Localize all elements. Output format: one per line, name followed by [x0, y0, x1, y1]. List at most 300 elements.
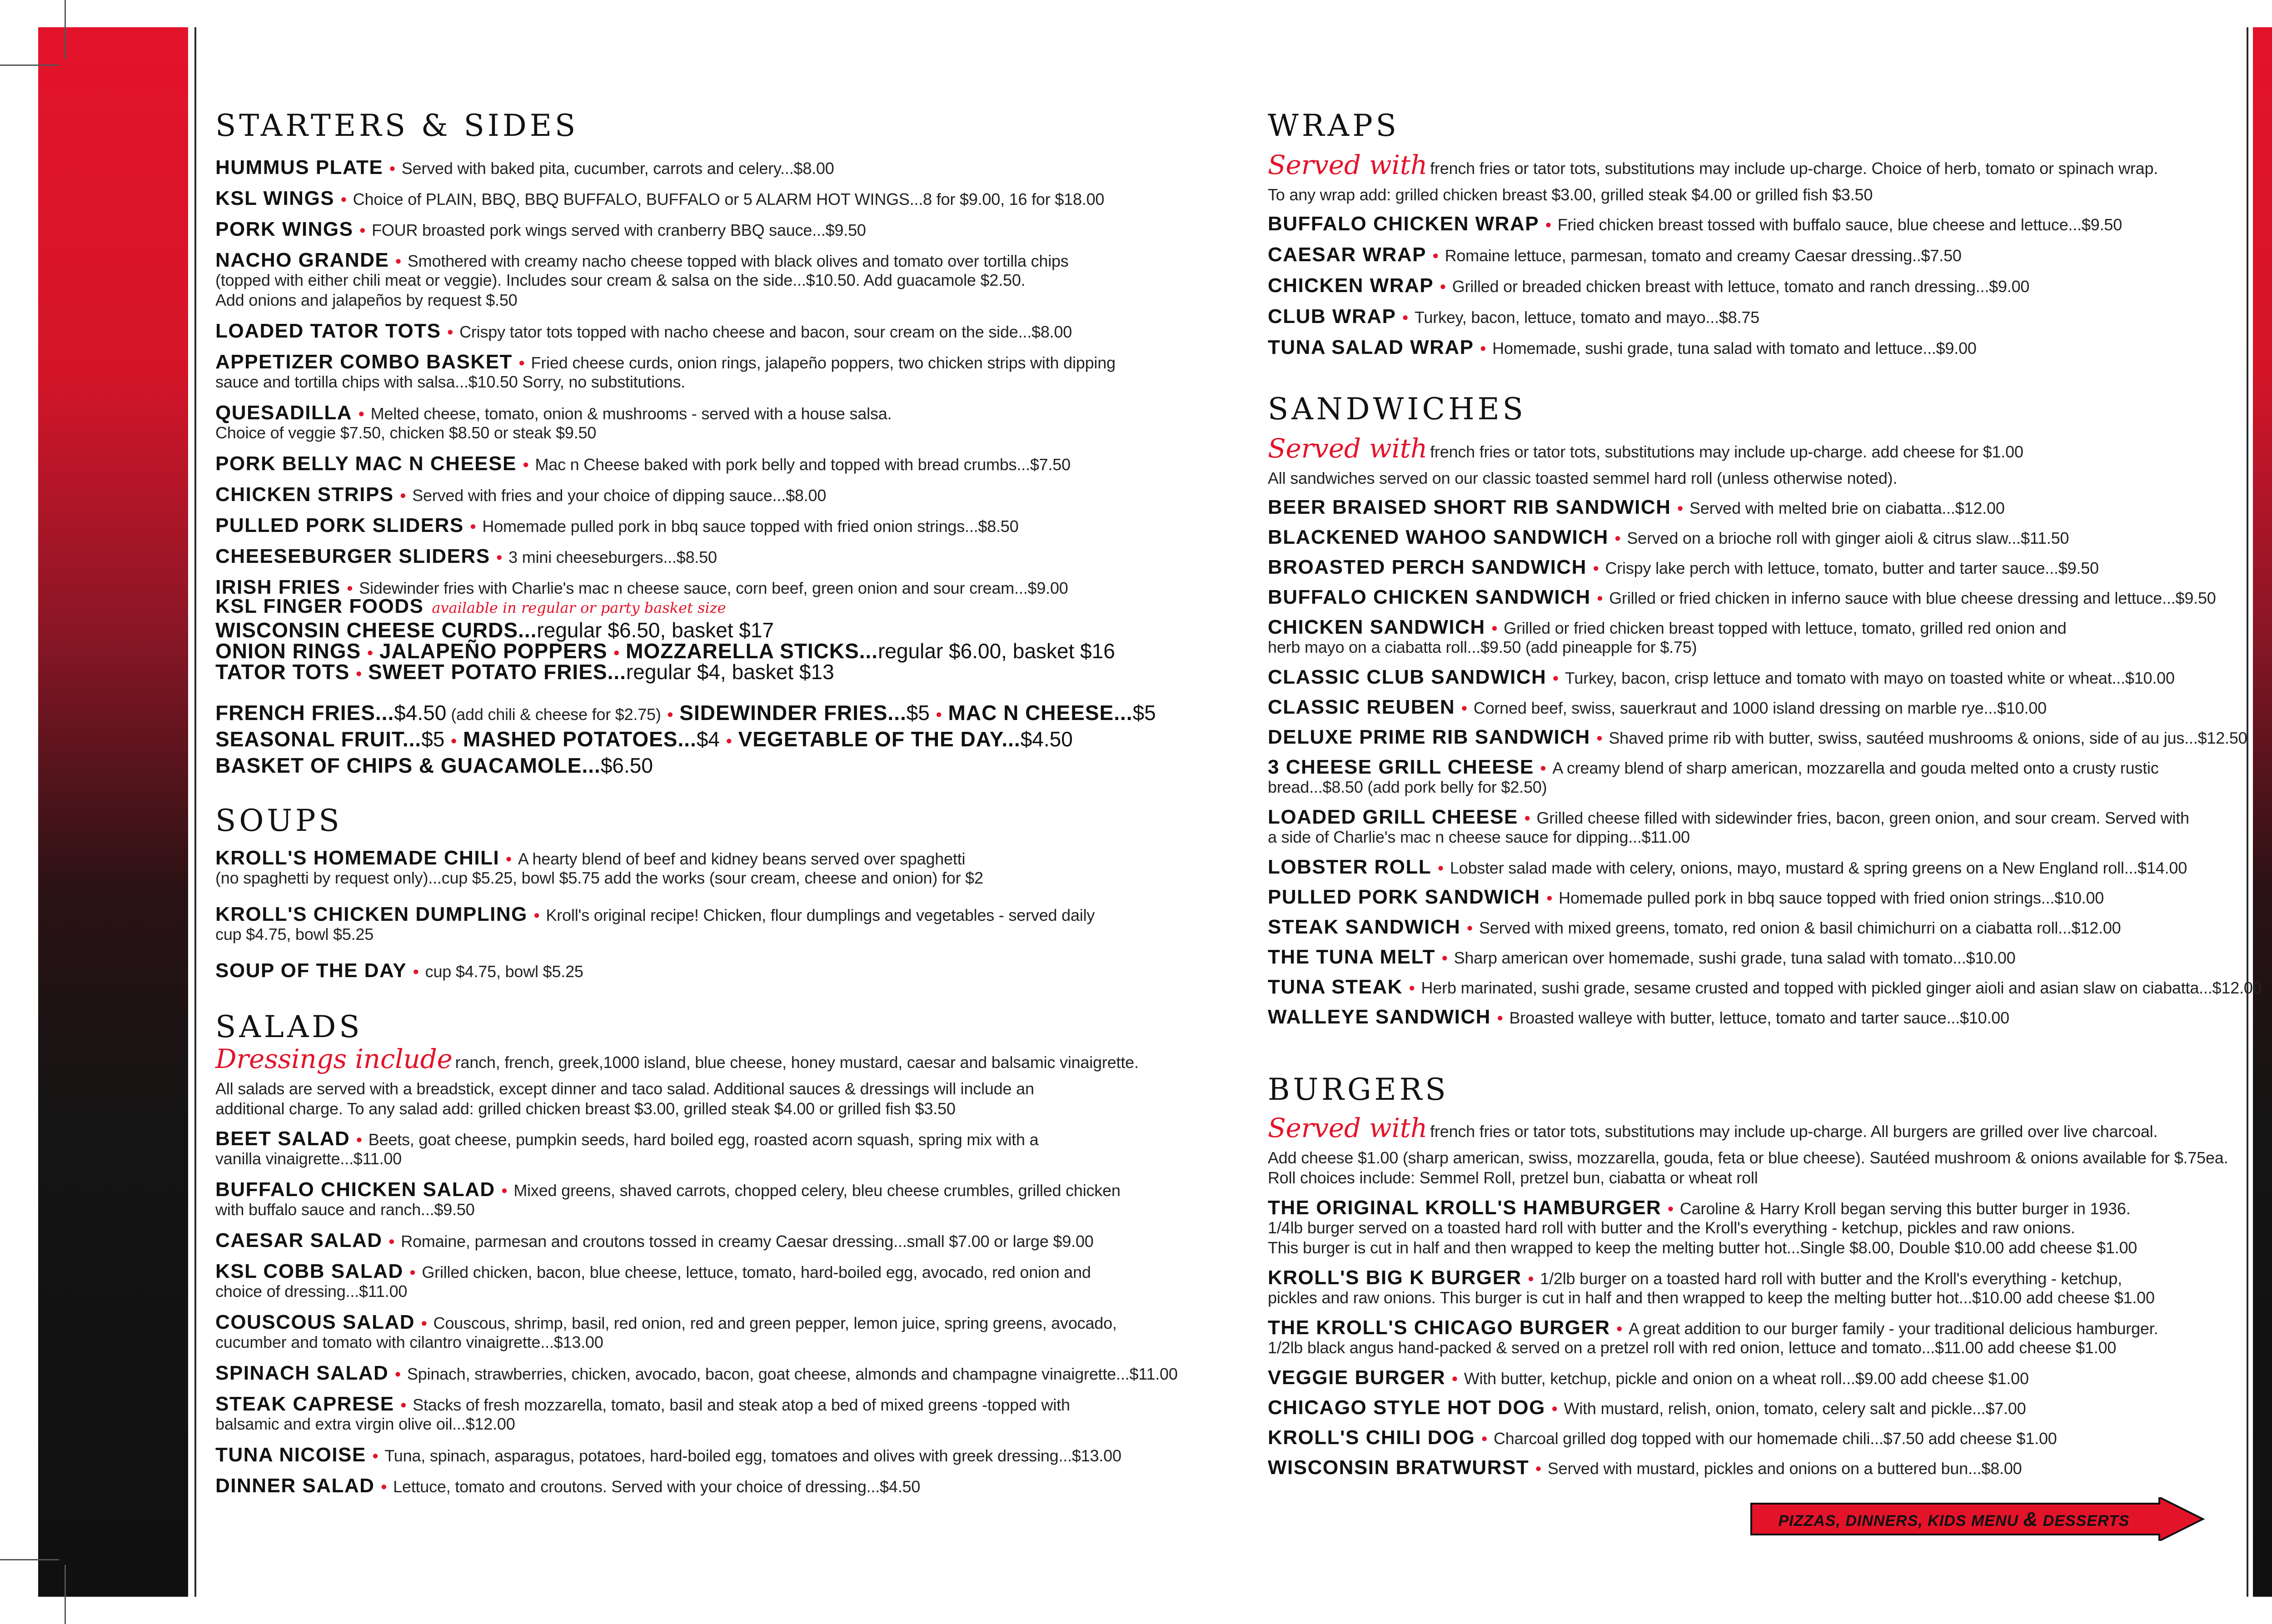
section-intro-text: french fries or tator tots, substitutions may include up-charge. All burgers are grilled over live charcoal. [1430, 1122, 2158, 1141]
side-price: $4.50 [394, 701, 447, 725]
section-intro-line [1268, 1167, 1758, 1188]
bullet-icon: • [347, 579, 353, 597]
menu-item [215, 157, 834, 179]
next-page-amp: & [2023, 1508, 2038, 1530]
menu-item [215, 960, 583, 982]
menu-item-desc: Melted cheese, tomato, onion & mushrooms - served with a house salsa. [370, 404, 892, 423]
menu-item-name: CHICKEN WRAP [1268, 274, 1434, 297]
bullet-icon: • [1452, 1369, 1458, 1388]
crop-mark [0, 65, 59, 66]
menu-item-name: PULLED PORK SANDWICH [1268, 886, 1540, 908]
bullet-icon: • [413, 962, 419, 981]
menu-item-name: THE TUNA MELT [1268, 946, 1436, 968]
menu-item-name: DELUXE PRIME RIB SANDWICH [1268, 726, 1590, 748]
bullet-icon: • [356, 1130, 362, 1149]
menu-item-desc-cont: (topped with either chili meat or veggie). Includes sour cream & salsa on the side...$10.50. Add guacamole $2.50. [215, 271, 1026, 289]
bullet-icon: • [1432, 246, 1439, 265]
menu-item-desc: Crispy tator tots topped with nacho cheese and bacon, sour cream on the side...$8.00 [459, 323, 1072, 341]
side-name: SEASONAL FRUIT... [215, 727, 422, 751]
bullet-icon: • [381, 1477, 387, 1496]
menu-item-name: CHICAGO STYLE HOT DOG [1268, 1396, 1545, 1419]
section-title-wraps: WRAPS [1268, 108, 1400, 143]
finger-food-name: ONION RINGS [215, 639, 361, 663]
menu-item [1268, 617, 2067, 639]
bullet-icon: • [1540, 759, 1546, 777]
menu-item [1268, 244, 1962, 266]
section-intro-text: Add cheese $1.00 (sharp american, swiss, mozzarella, gouda, feta or blue cheese). Sautéed mushroom & onions available for $.75ea. [1268, 1148, 2228, 1167]
right-gradient-band [2253, 27, 2272, 1597]
next-page-part: DINNERS, [1845, 1512, 1923, 1530]
menu-item-desc-cont: choice of dressing...$11.00 [215, 1282, 408, 1301]
menu-item-name: SPINACH SALAD [215, 1362, 389, 1384]
menu-item-desc: Served with baked pita, cucumber, carrots and celery...$8.00 [401, 159, 834, 178]
menu-item-desc-cont: Choice of veggie $7.50, chicken $8.50 or steak $9.50 [215, 423, 597, 442]
menu-item-name: CHEESEBURGER SLIDERS [215, 545, 490, 567]
crop-mark [65, 0, 66, 59]
finger-food-price: regular $6.50, basket $17 [537, 618, 774, 642]
menu-item [215, 515, 1019, 537]
section-intro-text: french fries or tator tots, substitutions may include up-charge. Choice of herb, tomato or spinach wrap. [1430, 159, 2158, 178]
side-price: $4.50 [1020, 727, 1073, 751]
menu-item-name: THE ORIGINAL KROLL'S HAMBURGER [1268, 1197, 1662, 1219]
menu-item [215, 1128, 1038, 1150]
menu-item-desc: Charcoal grilled dog topped with our homemade chili...$7.50 add cheese $1.00 [1494, 1429, 2057, 1448]
script-heading: Served with [1268, 433, 1428, 464]
menu-item-name: BROASTED PERCH SANDWICH [1268, 556, 1587, 578]
menu-item [1268, 757, 2159, 779]
menu-item [215, 484, 826, 506]
menu-item [1268, 857, 2187, 879]
menu-item [1268, 214, 2122, 235]
bullet-icon: • [372, 1446, 379, 1465]
menu-item-name: CHICKEN STRIPS [215, 483, 394, 506]
menu-item-desc: Romaine lettuce, parmesan, tomato and creamy Caesar dressing..$7.50 [1445, 246, 1962, 265]
bullet-icon: • [1491, 619, 1498, 637]
menu-item-desc: FOUR broasted pork wings served with cranberry BBQ sauce...$9.50 [372, 221, 866, 239]
finger-foods-heading [215, 596, 726, 618]
bullet-icon: • [400, 486, 406, 505]
bullet-icon: • [506, 849, 512, 868]
crop-mark [0, 1559, 59, 1560]
menu-item-name: LOBSTER ROLL [1268, 856, 1432, 878]
menu-item-desc-cont: vanilla vinaigrette...$11.00 [215, 1149, 402, 1168]
menu-item-desc: A great addition to our burger family - your traditional delicious hamburger. [1629, 1319, 2158, 1338]
menu-item [215, 321, 1072, 343]
bullet-icon: • [1553, 669, 1559, 687]
menu-item-desc: Lettuce, tomato and croutons. Served with your choice of dressing...$4.50 [393, 1477, 921, 1496]
section-title-salads: SALADS [215, 1009, 363, 1044]
menu-item-desc: Served with mixed greens, tomato, red onion & basil chimichurri on a ciabatta roll...$12.00 [1479, 919, 2121, 937]
bullet-icon: • [1461, 699, 1467, 717]
bullet-icon: • [496, 548, 503, 566]
menu-item-name: KROLL'S HOMEMADE CHILI [215, 847, 500, 869]
section-title-burgers: BURGERS [1268, 1072, 1449, 1107]
menu-item-desc-cont: sauce and tortilla chips with salsa...$10.50 Sorry, no substitutions. [215, 372, 686, 391]
sides-line-3 [215, 752, 653, 780]
bullet-icon: • [1402, 308, 1408, 327]
menu-item [1268, 275, 2029, 297]
script-heading: Served with [1268, 1112, 1428, 1143]
bullet-icon: • [1545, 215, 1551, 234]
bullet-icon: • [1438, 859, 1444, 877]
menu-item-name: CHICKEN SANDWICH [1268, 616, 1485, 638]
menu-item-desc: Shaved prime rib with butter, swiss, sautéed mushrooms & onions, side of au jus...$12.50 [1609, 729, 2247, 747]
menu-item-desc: A creamy blend of sharp american, mozzarella and gouda melted onto a crusty rustic [1552, 759, 2159, 777]
section-intro-line [1268, 184, 1873, 205]
menu-item [1268, 1267, 2122, 1289]
menu-item-desc-cont: with buffalo sauce and ranch...$9.50 [215, 1200, 475, 1219]
bullet-icon: • [359, 221, 366, 239]
menu-item-name: KROLL'S BIG K BURGER [1268, 1266, 1522, 1289]
menu-item-name: CAESAR WRAP [1268, 243, 1426, 266]
menu-item [215, 1312, 1117, 1334]
menu-item-desc: cup $4.75, bowl $5.25 [425, 962, 583, 981]
section-intro-text: All salads are served with a breadstick, except dinner and taco salad. Additional sauces & dressings will include an [215, 1079, 1034, 1098]
finger-foods-line-3: TATOR TOTS • SWEET POTATO FRIES...regular $4, basket $13 [215, 660, 834, 684]
side-price: $5 [1132, 701, 1156, 725]
menu-item-name: BLACKENED WAHOO SANDWICH [1268, 526, 1609, 548]
bullet-icon: • [1524, 809, 1530, 827]
finger-foods-title: KSL FINGER FOODS [215, 595, 424, 617]
side-note: (add chili & cheese for $2.75) [451, 705, 661, 724]
menu-item [1268, 557, 2099, 579]
bullet-icon: • [1546, 889, 1553, 907]
bullet-icon: • [389, 1232, 395, 1251]
menu-item-desc: Lobster salad made with celery, onions, mayo, mustard & spring greens on a New England roll...$14.00 [1450, 859, 2187, 877]
finger-food-name: SWEET POTATO FRIES... [368, 660, 626, 684]
menu-item-desc: Homemade pulled pork in bbq sauce topped with fried onion strings...$10.00 [1559, 889, 2104, 907]
section-intro-line [215, 1043, 1139, 1074]
bullet-icon: • [1668, 1199, 1674, 1218]
menu-item-desc: Kroll's original recipe! Chicken, flour dumplings and vegetables - served daily [546, 906, 1095, 924]
menu-item-desc: Couscous, shrimp, basil, red onion, red and green pepper, lemon juice, spring greens, avocado, [433, 1314, 1117, 1332]
menu-item-desc: Grilled chicken, bacon, blue cheese, lettuce, tomato, hard-boiled egg, avocado, red onion and [422, 1263, 1091, 1281]
menu-item-name: BUFFALO CHICKEN WRAP [1268, 213, 1540, 235]
menu-item [1268, 1367, 2029, 1389]
menu-item-desc-cont: a side of Charlie's mac n cheese sauce for dipping...$11.00 [1268, 828, 1690, 846]
menu-item-desc: Broasted walleye with butter, lettuce, tomato and tarter sauce...$10.00 [1509, 1008, 2009, 1027]
menu-item-name: CLUB WRAP [1268, 305, 1396, 328]
menu-item [1268, 306, 1759, 328]
menu-item [215, 546, 717, 568]
menu-item-desc: Mixed greens, shaved carrots, chopped celery, bleu cheese crumbles, grilled chicken [513, 1181, 1121, 1200]
menu-item-desc-cont: 1/2lb black angus hand-packed & served on a pretzel roll with red onion, lettuce and tomato...$11.00 add cheese $1.00 [1268, 1338, 2117, 1357]
menu-item-name: BEET SALAD [215, 1127, 350, 1150]
menu-item-name: LOADED TATOR TOTS [215, 320, 441, 342]
menu-item [215, 1179, 1121, 1201]
menu-item-name: PULLED PORK SLIDERS [215, 514, 464, 536]
section-intro-line [1268, 149, 2158, 180]
finger-food-price: regular $6.00, basket $16 [878, 639, 1115, 663]
bullet-icon: • [1614, 529, 1621, 547]
bullet-icon: • [1528, 1269, 1534, 1288]
menu-item-desc-cont: cup $4.75, bowl $5.25 [215, 925, 374, 944]
bullet-icon: • [1481, 1429, 1487, 1448]
bullet-icon: • [533, 906, 540, 924]
menu-item-name: TUNA STEAK [1268, 976, 1403, 998]
menu-item-desc: Grilled or fried chicken in inferno sauce with blue cheese dressing and lettuce...$9.50 [1609, 589, 2216, 607]
bullet-icon: • [523, 455, 529, 474]
menu-item [1268, 947, 2016, 968]
menu-item-desc-cont: bread...$8.50 (add pork belly for $2.50) [1268, 778, 1547, 796]
sides-line-1: FRENCH FRIES...$4.50 (add chili & cheese for $2.75) • SIDEWINDER FRIES...$5 • MAC N CHEESE...$5 [215, 701, 1156, 725]
section-intro-text: Roll choices include: Semmel Roll, pretzel bun, ciabatta or wheat roll [1268, 1168, 1758, 1187]
menu-item-desc: Grilled cheese filled with sidewinder fries, bacon, green onion, and sour cream. Served with [1536, 809, 2189, 827]
next-page-label[interactable] [1754, 1508, 2154, 1531]
script-heading: Served with [1268, 149, 1428, 180]
finger-food-name: WISCONSIN CHEESE CURDS... [215, 618, 537, 642]
menu-item [1268, 527, 2069, 549]
bullet-icon: • [1440, 277, 1446, 296]
menu-item-desc: Homemade pulled pork in bbq sauce topped with fried onion strings...$8.50 [482, 517, 1019, 536]
menu-item-desc: Herb marinated, sushi grade, sesame crusted and topped with pickled ginger aioli and asian slaw on ciabatta...$12.00 [1421, 978, 2262, 997]
next-page-part: DESSERTS [2043, 1512, 2130, 1530]
bullet-icon: • [389, 159, 395, 178]
menu-item-name: STEAK SANDWICH [1268, 916, 1461, 938]
menu-item-desc: Mac n Cheese baked with pork belly and topped with bread crumbs...$7.50 [535, 455, 1071, 474]
menu-item [1268, 1397, 2026, 1419]
menu-item [1268, 697, 2047, 719]
side-name: BASKET OF CHIPS & GUACAMOLE... [215, 754, 601, 777]
menu-item-name: KSL COBB SALAD [215, 1260, 404, 1282]
menu-item-desc: 1/2lb burger on a toasted hard roll with butter and the Kroll's everything - ketchup, [1540, 1269, 2122, 1288]
finger-food-name: TATOR TOTS [215, 660, 350, 684]
side-name: SIDEWINDER FRIES... [679, 701, 907, 725]
section-intro-line [215, 1098, 956, 1119]
crop-mark [65, 1565, 66, 1624]
menu-item [1268, 497, 2005, 519]
menu-item-desc: Romaine, parmesan and croutons tossed in creamy Caesar dressing...small $7.00 or large $9.00 [401, 1232, 1094, 1251]
menu-item-name: CLASSIC CLUB SANDWICH [1268, 666, 1547, 688]
finger-foods-line-2: ONION RINGS • JALAPEÑO POPPERS • MOZZARELLA STICKS...regular $6.00, basket $16 [215, 639, 1115, 663]
side-price: $5 [421, 727, 445, 751]
bullet-icon: • [1597, 589, 1603, 607]
side-price: $5 [906, 701, 930, 725]
next-page-part: PIZZAS, [1778, 1512, 1841, 1530]
section-intro-line [1268, 468, 1897, 489]
bullet-icon: • [1616, 1319, 1623, 1338]
section-intro-text: ranch, french, greek,1000 island, blue cheese, honey mustard, caesar and balsamic vinaigrette. [455, 1053, 1139, 1072]
bullet-icon: • [1442, 949, 1448, 967]
menu-item [215, 1363, 1178, 1385]
menu-item-desc: Sidewinder fries with Charlie's mac n cheese sauce, corn beef, green onion and sour cream...$9.00 [359, 579, 1068, 597]
menu-item-desc: Grilled or breaded chicken breast with lettuce, tomato and ranch dressing...$9.00 [1452, 277, 2030, 296]
menu-item-desc: Beets, goat cheese, pumpkin seeds, hard boiled egg, roasted acorn squash, spring mix with a [368, 1130, 1039, 1149]
menu-item [215, 848, 965, 869]
menu-item [215, 1445, 1121, 1466]
left-divider-rule [194, 27, 196, 1597]
menu-item-desc-cont: This burger is cut in half and then wrapped to keep the melting butter hot...Single $8.00, Double $10.00 add cheese $1.00 [1268, 1238, 2137, 1257]
menu-item-desc: Fried cheese curds, onion rings, jalapeño poppers, two chicken strips with dipping [531, 353, 1116, 372]
bullet-icon: • [400, 1396, 407, 1414]
menu-item-desc-cont: 1/4lb burger served on a toasted hard roll with butter and the Kroll's everything - ketchup, pickles and raw onions. [1268, 1218, 2075, 1237]
menu-item-desc: Fried chicken breast tossed with buffalo sauce, blue cheese and lettuce...$9.50 [1557, 215, 2123, 234]
menu-item-name: HUMMUS PLATE [215, 156, 384, 179]
bullet-icon: • [447, 323, 453, 341]
menu-item-desc: A hearty blend of beef and kidney beans served over spaghetti [518, 849, 966, 868]
menu-item-desc-cont: Add onions and jalapeños by request $.50 [215, 291, 518, 309]
menu-item [1268, 727, 2247, 749]
menu-item-desc: Homemade, sushi grade, tuna salad with tomato and lettuce...$9.00 [1492, 339, 1977, 358]
menu-item-desc: Choice of PLAIN, BBQ, BBQ BUFFALO, BUFFALO or 5 ALARM HOT WINGS...8 for $9.00, 16 for $18.00 [353, 190, 1105, 209]
menu-item-desc-cont: balsamic and extra virgin olive oil...$12.00 [215, 1415, 515, 1433]
menu-item-desc: Served with mustard, pickles and onions on a buttered bun...$8.00 [1547, 1459, 2022, 1478]
bullet-icon: • [470, 517, 476, 536]
menu-item [215, 219, 866, 241]
right-divider-rule [2247, 27, 2248, 1597]
menu-item-name: KROLL'S CHILI DOG [1268, 1426, 1475, 1449]
menu-item-desc: Spinach, strawberries, chicken, avocado, bacon, goat cheese, almonds and champagne vinaigrette...$11.00 [407, 1365, 1178, 1383]
menu-item [1268, 917, 2121, 939]
bullet-icon: • [1535, 1459, 1541, 1478]
bullet-icon: • [409, 1263, 416, 1281]
menu-item-desc-cont: (no spaghetti by request only)...cup $5.25, bowl $5.75 add the works (sour cream, cheese and onion) for $2 [215, 869, 983, 887]
menu-item [215, 188, 1104, 210]
menu-item-name: KSL WINGS [215, 187, 335, 209]
side-name: FRENCH FRIES... [215, 701, 394, 725]
menu-item-name: KROLL'S CHICKEN DUMPLING [215, 903, 528, 925]
menu-item-name: STEAK CAPRESE [215, 1393, 394, 1415]
section-title-starters: STARTERS & SIDES [215, 108, 579, 143]
menu-item-desc: Corned beef, swiss, sauerkraut and 1000 island dressing on marble rye...$10.00 [1473, 699, 2047, 717]
side-name: MASHED POTATOES... [463, 727, 697, 751]
menu-item-name: VEGGIE BURGER [1268, 1366, 1446, 1389]
menu-item [215, 352, 1116, 373]
sides-line-2: SEASONAL FRUIT...$5 • MASHED POTATOES...$4 • VEGETABLE OF THE DAY...$4.50 [215, 727, 1073, 751]
bullet-icon: • [1596, 729, 1603, 747]
bullet-icon: • [359, 404, 364, 423]
menu-item [215, 1230, 1094, 1252]
section-intro-text: french fries or tator tots, substitutions may include up-charge. add cheese for $1.00 [1430, 442, 2023, 461]
menu-item-name: BUFFALO CHICKEN SALAD [215, 1178, 495, 1201]
menu-item-desc-cont: herb mayo on a ciabatta roll...$9.50 (add pineapple for $.75) [1268, 638, 1697, 656]
menu-item [1268, 1427, 2057, 1449]
bullet-icon: • [1467, 919, 1473, 937]
section-intro-line [1268, 1147, 2228, 1168]
section-intro-text: To any wrap add: grilled chicken breast $3.00, grilled steak $4.00 or grilled fish $3.50 [1268, 185, 1873, 204]
menu-item-desc: Sharp american over homemade, sushi grade, tuna salad with tomato...$10.00 [1454, 949, 2016, 967]
left-gradient-band [38, 27, 188, 1597]
menu-item-name: PORK WINGS [215, 218, 354, 240]
menu-item-name: NACHO GRANDE [215, 249, 389, 271]
menu-item-name: IRISH FRIES [215, 576, 341, 598]
menu-item-desc: Smothered with creamy nacho cheese topped with black olives and tomato over tortilla chips [407, 252, 1069, 270]
menu-item-desc: Crispy lake perch with lettuce, tomato, butter and tarter sauce...$9.50 [1605, 559, 2099, 577]
bullet-icon: • [501, 1181, 508, 1200]
menu-item-desc-cont: cucumber and tomato with cilantro vinaigrette...$13.00 [215, 1333, 603, 1351]
menu-item-name: COUSCOUS SALAD [215, 1311, 415, 1333]
menu-item-name: BEER BRAISED SHORT RIB SANDWICH [1268, 496, 1671, 518]
menu-item-desc: Served on a brioche roll with ginger aioli & citrus slaw...$11.50 [1627, 529, 2069, 547]
menu-item [1268, 1007, 2009, 1028]
menu-item-name: THE KROLL'S CHICAGO BURGER [1268, 1316, 1610, 1339]
menu-item-desc: Grilled or fried chicken breast topped with lettuce, tomato, grilled red onion and [1504, 619, 2067, 637]
menu-item [1268, 1317, 2158, 1339]
bullet-icon: • [1551, 1399, 1558, 1418]
section-intro-line [1268, 1112, 2158, 1143]
menu-item-name: QUESADILLA [215, 402, 352, 424]
menu-item [215, 250, 1069, 272]
menu-item-desc: Served with fries and your choice of dipping sauce...$8.00 [412, 486, 827, 505]
menu-item-desc: With mustard, relish, onion, tomato, celery salt and pickle...$7.00 [1564, 1399, 2026, 1418]
menu-item-name: BUFFALO CHICKEN SANDWICH [1268, 586, 1591, 608]
section-intro-line [215, 1078, 1034, 1099]
menu-item [1268, 887, 2104, 909]
menu-item-name: LOADED GRILL CHEESE [1268, 806, 1518, 828]
menu-item-desc: Turkey, bacon, crisp lettuce and tomato with mayo on toasted white or wheat...$10.00 [1564, 669, 2175, 687]
bullet-icon: • [395, 1365, 401, 1383]
bullet-icon: • [1677, 499, 1684, 517]
bullet-icon: • [1409, 978, 1415, 997]
section-intro-text: additional charge. To any salad add: grilled chicken breast $3.00, grilled steak $4.00 or grilled fish $3.50 [215, 1099, 956, 1118]
menu-item-name: TUNA NICOISE [215, 1444, 366, 1466]
menu-item-name: 3 CHEESE GRILL CHEESE [1268, 756, 1534, 778]
side-name: MAC N CHEESE... [948, 701, 1133, 725]
menu-item-name: PORK BELLY MAC N CHEESE [215, 452, 517, 475]
menu-item-desc: Served with melted brie on ciabatta...$12.00 [1689, 499, 2005, 517]
menu-item-desc: Caroline & Harry Kroll began serving this butter burger in 1936. [1679, 1199, 2131, 1218]
menu-item [1268, 807, 2189, 829]
menu-item [215, 904, 1095, 926]
finger-foods-note: available in regular or party basket size [432, 599, 726, 616]
next-page-part: KIDS MENU [1928, 1512, 2019, 1530]
menu-item-name: SOUP OF THE DAY [215, 959, 407, 982]
menu-item-desc: With butter, ketchup, pickle and onion on a wheat roll...$9.00 add cheese $1.00 [1464, 1369, 2029, 1388]
menu-item-desc: Tuna, spinach, asparagus, potatoes, hard-boiled egg, tomatoes and olives with greek dressing...$13.00 [384, 1446, 1121, 1465]
bullet-icon: • [518, 353, 525, 372]
menu-item [1268, 587, 2216, 609]
menu-item-name: CLASSIC REUBEN [1268, 696, 1455, 718]
menu-item [1268, 977, 2262, 998]
menu-item-name: APPETIZER COMBO BASKET [215, 351, 513, 373]
menu-item [215, 1261, 1091, 1283]
menu-item-desc-cont: pickles and raw onions. This burger is cut in half and then wrapped to keep the melting butter hot...$10.00 add cheese $1.00 [1268, 1288, 2155, 1307]
menu-item [1268, 1457, 2022, 1479]
menu-item-desc: Stacks of fresh mozzarella, tomato, basil and steak atop a bed of mixed greens -topped with [413, 1396, 1070, 1414]
menu-item-desc: Turkey, bacon, lettuce, tomato and mayo...$8.75 [1414, 308, 1759, 327]
bullet-icon: • [1497, 1008, 1503, 1027]
menu-item [1268, 1197, 2131, 1219]
finger-food-name: MOZZARELLA STICKS... [626, 639, 878, 663]
side-price: $4 [696, 727, 720, 751]
side-name: VEGETABLE OF THE DAY... [738, 727, 1021, 751]
section-title-sandwiches: SANDWICHES [1268, 392, 1526, 427]
bullet-icon: • [421, 1314, 427, 1332]
menu-item [1268, 667, 2175, 689]
bullet-icon: • [1593, 559, 1599, 577]
menu-item [215, 1475, 920, 1497]
section-intro-line [1268, 433, 2023, 464]
menu-item-name: WALLEYE SANDWICH [1268, 1006, 1491, 1028]
menu-item-desc: 3 mini cheeseburgers...$8.50 [508, 548, 717, 566]
menu-item [215, 1394, 1070, 1415]
script-heading: Dressings include [215, 1043, 453, 1074]
finger-food-price: regular $4, basket $13 [626, 660, 834, 684]
bullet-icon: • [1480, 339, 1486, 358]
menu-item [215, 453, 1071, 475]
bullet-icon: • [341, 190, 347, 209]
menu-item-name: WISCONSIN BRATWURST [1268, 1456, 1530, 1479]
bullet-icon: • [395, 252, 401, 270]
menu-item-name: DINNER SALAD [215, 1475, 375, 1497]
menu-item [215, 402, 892, 424]
section-intro-text: All sandwiches served on our classic toasted semmel hard roll (unless otherwise noted). [1268, 469, 1898, 487]
side-price: $6.50 [600, 754, 653, 777]
section-title-soups: SOUPS [215, 803, 343, 838]
menu-item-name: CAESAR SALAD [215, 1229, 383, 1252]
menu-item [1268, 337, 1977, 359]
finger-food-name: JALAPEÑO POPPERS [379, 639, 608, 663]
